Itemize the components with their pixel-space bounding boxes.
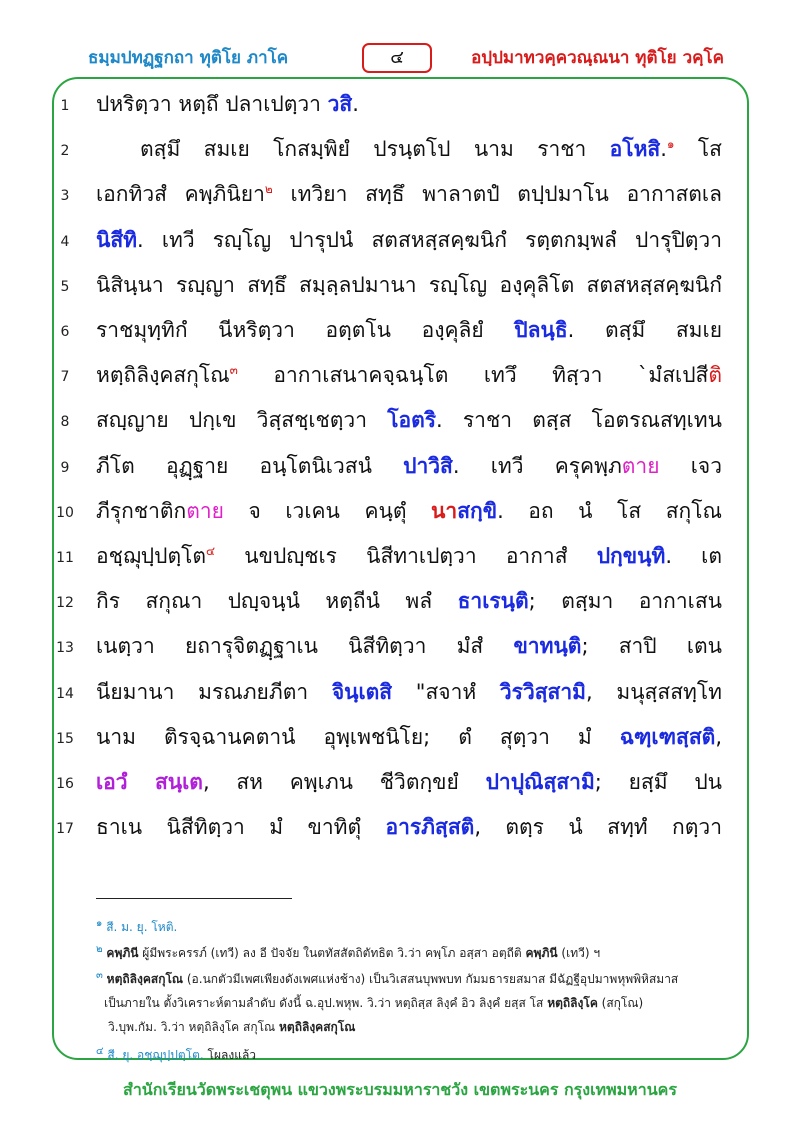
line-number: 13	[56, 640, 74, 657]
text-span: อโหสิ	[609, 137, 661, 162]
line-number: 14	[56, 685, 74, 702]
text-span: วิรวิสฺสามิ	[499, 679, 587, 704]
line-text	[96, 313, 722, 347]
line-number: 11	[56, 550, 74, 566]
text-span: ฉฑฺเฑสฺสติ	[619, 724, 716, 749]
text-span: ตสฺมึ สมเย โกสมฺพิยํ ปรนฺตโป นาม ราชา	[140, 137, 610, 162]
text-line	[0, 670, 800, 716]
line-number: 3	[60, 188, 70, 205]
text-span: ธาเรนฺติ	[457, 589, 529, 614]
text-span: วสิ	[327, 92, 353, 116]
text-span: จ เวเคน คนฺตุํ	[223, 498, 432, 523]
footnote-rule	[96, 898, 292, 899]
line-text	[96, 765, 722, 799]
footnote	[108, 1018, 748, 1037]
line-text	[96, 584, 722, 618]
page-footer: สำนักเรียนวัดพระเชตุพน แขวงพระบรมมหาราชวัง เขตพระนคร กรุงเทพมหานคร	[123, 1080, 677, 1099]
line-number: 7	[60, 369, 70, 386]
text-span: ปาวิสิ	[403, 453, 453, 478]
text-span: เจว	[659, 453, 722, 478]
footnote-text: สี. ม. ยุ. โหติ.	[106, 920, 178, 934]
text-line	[0, 263, 800, 309]
text-line	[0, 579, 800, 625]
line-text	[96, 629, 722, 663]
footnote-text: (เทวี) ฯ	[557, 946, 601, 960]
text-span: ปิลนฺธิ	[514, 318, 568, 342]
footnote-text: หตฺถิลิงฺโค	[547, 996, 598, 1010]
text-line	[0, 715, 800, 761]
text-span: ภีโต อุฏฺฐาย อนฺโตนิเวสนํ	[96, 453, 404, 478]
line-text	[96, 403, 722, 437]
text-span: ราชมุทฺทิกํ นีหริตฺวา อตฺตโน องฺคุลิยํ	[96, 318, 515, 342]
line-number: 2	[60, 143, 70, 160]
line-text	[96, 87, 722, 121]
line-text	[96, 494, 722, 528]
text-span: อากาเสนาคจฺฉนฺโต เทวึ ทิสฺวา `มํสเปสี	[237, 363, 709, 388]
line-text	[96, 675, 722, 709]
text-span: หตฺถิลิงฺคสกุโณ	[96, 363, 230, 388]
text-span: "สจาหํ	[392, 679, 500, 704]
footnote	[96, 942, 736, 963]
line-text	[96, 449, 722, 483]
text-line	[0, 82, 800, 128]
text-line	[0, 308, 800, 354]
text-span: อารภิสฺสติ	[385, 815, 475, 840]
footnote-marker: ๒	[264, 182, 273, 197]
text-span: นขปญฺชเร นิสีทาเปตฺวา อากาสํ	[215, 544, 597, 568]
text-span: . เต	[665, 544, 722, 568]
text-span: , สห คพฺเภน ชีวิตกฺขยํ	[202, 770, 486, 794]
line-number: 12	[56, 595, 74, 612]
text-line	[0, 805, 800, 851]
text-span: ธาเน นิสีทิตฺวา มํ ขาทิตุํ	[96, 815, 386, 840]
text-span: ปาปุณิสฺสามิ	[485, 770, 595, 794]
footnote-mark: ๑	[96, 918, 103, 929]
footnote-text: หตฺถิลิงฺคสกุโณ	[279, 1020, 356, 1034]
text-span: .	[660, 137, 667, 162]
line-number: 8	[60, 414, 70, 431]
line-text	[140, 132, 722, 166]
line-number: 16	[56, 776, 74, 792]
text-span: . ราชา ตสฺส โอตรณสทฺเทน	[436, 408, 722, 433]
footnote	[104, 994, 744, 1013]
text-span: ; สาปิ เตน	[581, 634, 722, 659]
text-span: , มนุสฺสสทฺโท	[586, 679, 722, 704]
footnote-text: คพฺภินี	[525, 946, 558, 960]
footnote-text: ผู้มีพระครรภ์ (เทวี) ลง อี ปัจจัย ในตทัสสัตถิตัทธิต วิ.ว่า คพฺโภ อสฺสา อตฺถีติ	[138, 946, 526, 960]
line-text	[96, 177, 722, 211]
text-span: เทวิยา สทฺธึ พาลาตปํ ตปฺปมาโน อากาสตเล	[272, 182, 722, 207]
text-span: . อถ นํ โส สกุโณ	[497, 498, 722, 523]
text-span: เนตฺวา ยถารุจิตฏฺฐาเน นิสีทิตฺวา มํสํ	[96, 634, 514, 659]
text-line	[0, 760, 800, 806]
text-span: ตาย	[621, 453, 660, 478]
footnote	[96, 968, 736, 989]
text-span: . เทวี ครุคพฺภ	[452, 453, 622, 478]
text-span: สกฺขิ	[457, 498, 498, 523]
footnote	[96, 916, 736, 937]
footnote-text: วิ.บุพ.กัม. วิ.ว่า หตฺถิลิงฺโค สกุโณ	[108, 1020, 279, 1034]
text-span: ติ	[708, 363, 722, 388]
text-span: เอกทิวสํ คพฺภินิยา	[96, 182, 265, 207]
text-span: นิสีทิ	[96, 227, 138, 252]
line-text	[96, 539, 722, 573]
line-text	[96, 268, 722, 302]
line-text	[96, 720, 722, 754]
line-number: 9	[60, 459, 70, 476]
footnote-text: เป็นภายใน ตั้งวิเคราะห์ตามลำดับ ดังนี้ ฉ.อุป.พหุพ. วิ.ว่า หตฺถิสฺส ลิงฺคํ อิว ลิงฺคํ ยสฺส โส	[104, 996, 548, 1010]
line-number: 6	[60, 324, 70, 340]
line-text	[96, 223, 722, 257]
text-span: .	[352, 92, 359, 116]
footnote-marker: ๔	[206, 544, 216, 558]
footnote-text: สี. ยุ. อชฺฌุปฺปตฺโต.	[107, 1048, 204, 1062]
footnote	[96, 1044, 736, 1065]
footnote-text: คพฺภินี	[106, 946, 139, 960]
line-text	[96, 358, 722, 392]
text-span: นาม ติรจฺฉานคตานํ อุพฺเพชนิโย; ตํ สุตฺวา มํ	[96, 724, 620, 749]
text-span: ; ยสฺมึ ปน	[594, 770, 722, 794]
text-span: กิร สกุณา ปญฺจนฺนํ หตฺถีนํ พลํ	[96, 589, 458, 614]
text-span: . เทวี รญฺโญ ปารุปนํ สตสหสฺสคฺฆนิกํ รตฺตกมฺพลํ ปารุปิตฺวา	[137, 227, 722, 252]
text-line	[0, 534, 800, 580]
text-span: นิสินฺนา รญฺญา สทฺธึ สมฺลฺลปมานา รญฺโญ องฺคุลิโต สตสหสฺสคฺฆนิกํ	[96, 272, 722, 297]
text-line	[0, 398, 800, 444]
line-number: 1	[60, 98, 70, 114]
text-line	[0, 489, 800, 535]
footnote-mark: ๔	[96, 1046, 104, 1057]
line-number: 17	[56, 821, 74, 838]
line-number: 5	[60, 278, 70, 295]
line-number: 4	[60, 233, 70, 250]
text-span: ,	[715, 724, 722, 749]
footnote-marker: ๓	[229, 363, 238, 378]
text-span: ขาทนฺติ	[513, 634, 582, 659]
text-line	[0, 444, 800, 490]
text-line	[0, 172, 800, 218]
text-span: ; ตสฺมา อากาเสน	[528, 589, 722, 614]
footnote-text: (อ.นกตัวมีเพศเพียงดังเพศแห่งช้าง) เป็นวิเสสนบุพพบท กัมมธารยสมาส มีฉัฏฐีอุปมาพหุพพิหิสมาส	[183, 972, 679, 986]
text-span: ภีรุกชาติก	[96, 498, 187, 523]
line-number: 15	[56, 730, 74, 747]
text-span: นียมานา มรณภยภีตา	[96, 679, 332, 704]
text-line	[0, 353, 800, 399]
text-span: จินฺเตสิ	[331, 679, 393, 704]
line-number: 10	[56, 504, 74, 521]
text-span: ปหริตฺวา หตฺถึ ปลาเปตฺวา	[96, 92, 328, 116]
text-span: เอวํ สนฺเต	[96, 770, 203, 794]
footnote-mark: ๒	[96, 944, 103, 955]
text-span: ปกฺขนฺทิ	[596, 544, 666, 568]
text-line	[0, 218, 800, 264]
footnote-marker: ๑	[666, 137, 675, 152]
text-span: โส	[674, 137, 722, 162]
footnote-text: หตฺถิลิงฺคสกุโณ	[106, 972, 184, 986]
text-span: , ตตฺร นํ สทฺทํ กตฺวา	[474, 815, 722, 840]
text-line	[0, 127, 800, 173]
page-number-box: ๔	[362, 43, 432, 73]
text-span: นา	[431, 498, 458, 523]
text-span: . ตสฺมึ สมเย	[567, 318, 722, 342]
page-header-right: อปฺปมาทวคฺควณฺณนา ทุติโย วคฺโค	[471, 48, 724, 68]
footnote-text: โผลงแล้ว	[203, 1048, 257, 1062]
footnote-mark: ๓	[96, 970, 103, 981]
line-text	[96, 810, 722, 844]
footnote-text: (สกุโณ)	[597, 996, 644, 1010]
text-span: ตาย	[186, 498, 224, 523]
page-header-left: ธมฺมปทฏฺฐกถา ทุติโย ภาโค	[88, 48, 289, 68]
text-span: สญฺญาย ปกฺเข วิสฺสชฺเชตฺวา	[96, 408, 388, 433]
text-span: โอตริ	[387, 408, 437, 433]
text-span: อชฺฌุปฺปตฺโต	[96, 544, 207, 568]
text-line	[0, 624, 800, 670]
